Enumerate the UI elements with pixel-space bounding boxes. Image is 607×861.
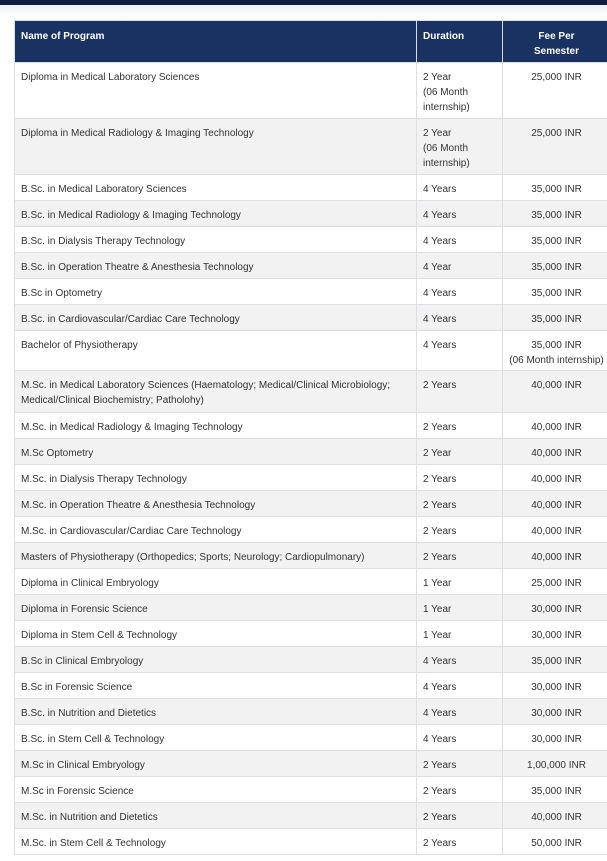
duration: 4 Years [417, 673, 503, 699]
fee: 40,000 INR [503, 465, 607, 491]
duration-value: 2 Year [423, 72, 452, 83]
duration: 4 Years [417, 201, 503, 227]
table-row [15, 725, 607, 751]
table-header-row [15, 21, 607, 63]
program-name: B.Sc in Forensic Science [15, 673, 417, 699]
program-name: M.Sc. in Dialysis Therapy Technology [15, 465, 417, 491]
duration-value: 2 Year [423, 128, 452, 139]
header-fee-line1: Fee Per [538, 31, 575, 42]
table-row [15, 175, 607, 201]
duration: 2 Years [417, 517, 503, 543]
program-name: M.Sc. in Nutrition and Dietetics [15, 803, 417, 829]
fee: 35,000 INR [503, 175, 607, 201]
program-name: B.Sc. in Dialysis Therapy Technology [15, 227, 417, 253]
fee: 30,000 INR [503, 621, 607, 647]
table-row [15, 673, 607, 699]
duration [417, 63, 503, 119]
fee: 30,000 INR [503, 725, 607, 751]
table-row [15, 751, 607, 777]
table-row [15, 595, 607, 621]
duration: 4 Years [417, 227, 503, 253]
table-row [15, 439, 607, 465]
table-row [15, 63, 607, 119]
fee: 35,000 INR [503, 253, 607, 279]
program-name: Diploma in Clinical Embryology [15, 569, 417, 595]
duration: 4 Years [417, 305, 503, 331]
table-row [15, 279, 607, 305]
program-name: M.Sc Optometry [15, 439, 417, 465]
duration: 2 Years [417, 413, 503, 439]
table-row [15, 331, 607, 371]
duration: 4 Years [417, 331, 503, 371]
table-row [15, 491, 607, 517]
program-name: B.Sc in Clinical Embryology [15, 647, 417, 673]
duration: 1 Year [417, 595, 503, 621]
program-name: B.Sc. in Medical Laboratory Sciences [15, 175, 417, 201]
duration-note: (06 Month [423, 87, 469, 98]
duration: 4 Years [417, 279, 503, 305]
header-fee [503, 21, 607, 63]
duration: 4 Years [417, 725, 503, 751]
table-row [15, 777, 607, 803]
fee: 35,000 INR [503, 305, 607, 331]
header-fee-line2: Semester [533, 46, 580, 57]
fee-table-container [14, 20, 607, 855]
program-name: B.Sc in Optometry [15, 279, 417, 305]
fee-note: (06 Month internship) [509, 355, 604, 366]
table-row [15, 621, 607, 647]
table-row [15, 517, 607, 543]
fee-value: 35,000 INR [531, 340, 582, 351]
program-name: M.Sc. in Operation Theatre & Anesthesia Technology [15, 491, 417, 517]
program-name: B.Sc. in Operation Theatre & Anesthesia Technology [15, 253, 417, 279]
table-row [15, 699, 607, 725]
fee: 35,000 INR [503, 777, 607, 803]
program-name: B.Sc. in Cardiovascular/Cardiac Care Technology [15, 305, 417, 331]
fee: 40,000 INR [503, 371, 607, 413]
fee: 40,000 INR [503, 517, 607, 543]
header-program: Name of Program [15, 21, 417, 63]
duration: 2 Years [417, 543, 503, 569]
duration: 4 Years [417, 699, 503, 725]
program-name: M.Sc. in Stem Cell & Technology [15, 829, 417, 855]
table-row [15, 465, 607, 491]
program-name: M.Sc. in Cardiovascular/Cardiac Care Technology [15, 517, 417, 543]
duration: 2 Years [417, 465, 503, 491]
duration-note: internship) [423, 158, 470, 169]
fee: 35,000 INR [503, 201, 607, 227]
fee: 30,000 INR [503, 673, 607, 699]
duration: 1 Year [417, 621, 503, 647]
duration-note: internship) [423, 102, 470, 113]
table-row [15, 227, 607, 253]
fee: 40,000 INR [503, 491, 607, 517]
fee: 50,000 INR [503, 829, 607, 855]
table-row [15, 803, 607, 829]
fee: 40,000 INR [503, 803, 607, 829]
duration: 2 Years [417, 371, 503, 413]
fee: 25,000 INR [503, 119, 607, 175]
header-duration: Duration [417, 21, 503, 63]
fee: 25,000 INR [503, 63, 607, 119]
program-name: B.Sc. in Nutrition and Dietetics [15, 699, 417, 725]
table-row [15, 119, 607, 175]
program-name: Diploma in Stem Cell & Technology [15, 621, 417, 647]
fee: 40,000 INR [503, 439, 607, 465]
fee: 30,000 INR [503, 699, 607, 725]
program-name-line2: Medical/Clinical Biochemistry; Patholohy) [21, 395, 204, 406]
duration: 4 Year [417, 253, 503, 279]
fee: 35,000 INR [503, 647, 607, 673]
top-bar-shadow [0, 5, 607, 17]
program-name: B.Sc. in Stem Cell & Technology [15, 725, 417, 751]
program-name: B.Sc. in Medical Radiology & Imaging Technology [15, 201, 417, 227]
fee [503, 331, 607, 371]
fee: 35,000 INR [503, 279, 607, 305]
duration: 2 Years [417, 829, 503, 855]
duration-note: (06 Month [423, 143, 469, 154]
duration: 4 Years [417, 175, 503, 201]
fee: 35,000 INR [503, 227, 607, 253]
program-name: Bachelor of Physiotherapy [15, 331, 417, 371]
fee: 25,000 INR [503, 569, 607, 595]
duration: 2 Years [417, 491, 503, 517]
table-row [15, 543, 607, 569]
table-row [15, 569, 607, 595]
duration: 2 Years [417, 751, 503, 777]
program-name: Masters of Physiotherapy (Orthopedics; Sports; Neurology; Cardiopulmonary) [15, 543, 417, 569]
duration: 4 Years [417, 647, 503, 673]
table-row [15, 371, 607, 413]
fee: 1,00,000 INR [503, 751, 607, 777]
program-name-line1: M.Sc. in Medical Laboratory Sciences (Haematology; Medical/Clinical Microbiology; [21, 380, 391, 391]
duration: 2 Year [417, 439, 503, 465]
table-row [15, 413, 607, 439]
table-row [15, 647, 607, 673]
program-name [15, 371, 417, 413]
table-row [15, 829, 607, 855]
fee: 40,000 INR [503, 413, 607, 439]
duration [417, 119, 503, 175]
program-name: M.Sc. in Medical Radiology & Imaging Technology [15, 413, 417, 439]
program-name: M.Sc in Clinical Embryology [15, 751, 417, 777]
duration: 2 Years [417, 777, 503, 803]
duration: 2 Years [417, 803, 503, 829]
program-name: Diploma in Medical Laboratory Sciences [15, 63, 417, 119]
program-name: Diploma in Medical Radiology & Imaging Technology [15, 119, 417, 175]
table-row [15, 201, 607, 227]
table-row [15, 305, 607, 331]
program-name: Diploma in Forensic Science [15, 595, 417, 621]
program-fee-table [14, 20, 607, 855]
table-row [15, 253, 607, 279]
program-name: M.Sc in Forensic Science [15, 777, 417, 803]
fee: 40,000 INR [503, 543, 607, 569]
duration: 1 Year [417, 569, 503, 595]
fee: 30,000 INR [503, 595, 607, 621]
